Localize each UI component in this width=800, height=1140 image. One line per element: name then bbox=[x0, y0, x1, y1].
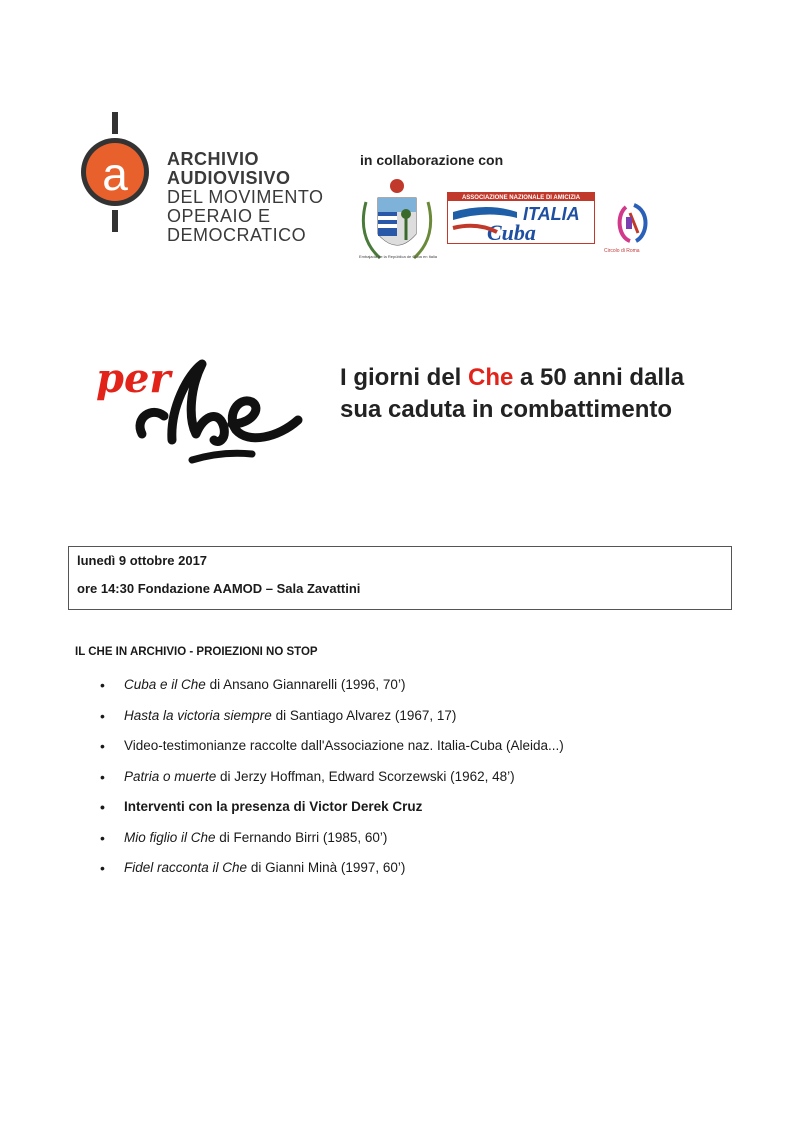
list-item bbox=[100, 829, 564, 860]
collab-label: in collaborazione con bbox=[360, 152, 504, 168]
bullet-icon: • bbox=[100, 860, 105, 876]
bullet-icon: • bbox=[100, 768, 105, 785]
headline-part1: I giorni del bbox=[340, 364, 469, 391]
headline-line2: sua caduta in combattimento bbox=[340, 396, 673, 423]
aamod-wordmark bbox=[167, 150, 324, 245]
film-details: di Jerzy Hoffman, Edward Scorzewski (1962, 48’) bbox=[216, 768, 515, 784]
bullet-icon: • bbox=[100, 799, 105, 815]
aamod-logo-icon bbox=[80, 112, 150, 232]
film-title: Patria o muerte bbox=[124, 768, 217, 784]
event-time-place: ore 14:30 Fondazione AAMOD – Sala Zavattini bbox=[77, 581, 361, 596]
film-title: Hasta la victoria siempre bbox=[124, 707, 272, 723]
film-title: Cuba e il Che bbox=[124, 677, 206, 692]
bullet-icon: • bbox=[100, 677, 105, 693]
list-item bbox=[100, 737, 564, 768]
headline bbox=[340, 362, 684, 426]
italia-cuba-word1: ITALIA bbox=[523, 204, 580, 224]
headline-part2: a 50 anni dalla bbox=[513, 364, 685, 391]
film-details: Video-testimonianze raccolte dall'Associazione naz. Italia-Cuba (Aleida...) bbox=[124, 738, 564, 753]
italia-cuba-logo-icon bbox=[447, 192, 595, 244]
film-title: Mio figlio il Che bbox=[124, 829, 216, 845]
aamod-line4: OPERAIO E bbox=[167, 206, 271, 226]
per-che-logo-icon bbox=[92, 348, 307, 474]
list-item bbox=[100, 859, 564, 890]
italia-cuba-word2: Cuba bbox=[487, 220, 536, 244]
logo-top-bar bbox=[112, 112, 118, 134]
film-details: di Gianni Minà (1997, 60’) bbox=[247, 860, 406, 875]
aamod-line5: DEMOCRATICO bbox=[167, 225, 307, 245]
event-date: lunedì 9 ottobre 2017 bbox=[77, 553, 208, 568]
aamod-line3: DEL MOVIMENTO bbox=[167, 187, 324, 207]
logo-bottom-bar bbox=[112, 210, 118, 232]
bullet-icon: • bbox=[100, 707, 105, 724]
italia-cuba-top: ASSOCIAZIONE NAZIONALE DI AMICIZIA bbox=[461, 195, 581, 201]
logo-word-per: per bbox=[96, 355, 171, 402]
list-item bbox=[100, 707, 564, 738]
headline-highlight: Che bbox=[468, 364, 514, 391]
section-title: IL CHE IN ARCHIVIO - PROIEZIONI NO STOP bbox=[75, 646, 318, 658]
film-details: di Ansano Giannarelli (1996, 70’) bbox=[205, 677, 406, 692]
aamod-line2: AUDIOVISIVO bbox=[167, 168, 291, 188]
circolo-caption: Circolo di Roma bbox=[604, 248, 640, 254]
list-item bbox=[100, 798, 564, 829]
film-details: Interventi con la presenza di Victor Derek Cruz bbox=[124, 799, 423, 814]
list-item bbox=[100, 768, 564, 799]
headline-line1 bbox=[340, 362, 684, 394]
logo-letter: a bbox=[102, 148, 128, 200]
embassy-caption: Embajada de la República de Cuba en Italia bbox=[358, 254, 438, 259]
list-item bbox=[100, 676, 564, 707]
film-title: Fidel racconta il Che bbox=[124, 860, 248, 875]
bullet-icon: • bbox=[100, 738, 105, 754]
film-details: di Santiago Alvarez (1967, 17) bbox=[271, 707, 457, 723]
aamod-line1: ARCHIVIO bbox=[167, 149, 260, 169]
bullet-icon: • bbox=[100, 829, 105, 846]
program-list bbox=[100, 676, 564, 890]
event-box bbox=[68, 546, 732, 610]
film-details: di Fernando Birri (1985, 60’) bbox=[215, 829, 388, 845]
